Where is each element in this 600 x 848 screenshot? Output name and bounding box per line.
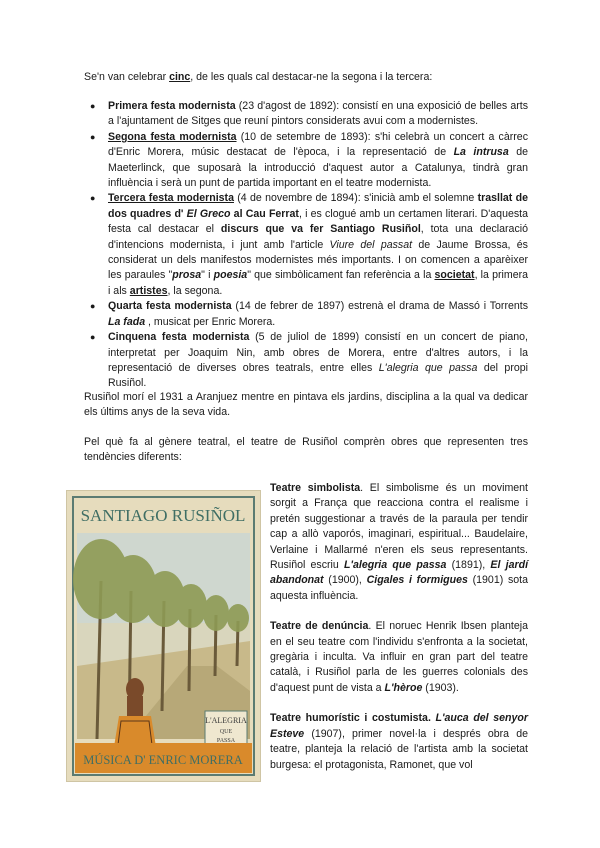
poster-image	[66, 490, 261, 782]
list-item	[84, 330, 528, 392]
festa-bold: discurs que va fer Santiago Rusiñol	[220, 223, 421, 236]
festa-text: (5 de juliol de 1899) consistí en un concert de piano, interpretat per Joaquim Nin, amb obres de Morera, entre d'altres autors, i la representació de diverses obres teatrals, entre elles	[108, 331, 529, 374]
intro-text-end: , de les quals cal destacar-ne la segona i la tercera:	[190, 71, 433, 83]
festa-text: (14 de febrer de 1897) estrenà el drama de Massó i Torrents	[231, 300, 528, 313]
intro-text: Se'n van celebrar	[84, 71, 170, 83]
teatre-text: . El simbolisme és un moviment sorgit a França que reacciona contra el realisme i pretén suggestionar a través de la paraula per tendir cap a allò vaporós, imaginari, espiritual... Baudelaire, Verlaine i Mallarmé n'eren els seus representants. Rusiñol escriu	[270, 482, 528, 572]
list-item	[84, 299, 528, 330]
festa-text: (23 d'agost de 1892): consistí en una exposició de belles arts a l'ajuntament de Sitges que reuní pintors considerats avui com a modernistes.	[108, 100, 529, 128]
bullet-icon: ●	[90, 101, 96, 111]
teatre-text: (1901) sota aquesta influència.	[270, 574, 528, 602]
teatre-work: L'hèroe	[384, 681, 423, 694]
festa-title: Quarta festa modernista	[108, 300, 232, 313]
festa-work: La intrusa	[453, 146, 509, 159]
poster-title-1: L'ALEGRIA	[205, 716, 247, 725]
teatre-text: (1891),	[446, 559, 491, 572]
festa-text: , i es clogué amb un certamen literari. D'aquesta festa cal destacar el	[108, 207, 528, 236]
poster-music: MÚSICA D' ENRIC MORERA	[83, 753, 243, 767]
teatre-heading: Teatre de denúncia	[270, 620, 369, 633]
festa-title: Tercera festa modernista	[108, 192, 234, 205]
teatre-text: . El noruec Henrik Ibsen planteja en el seu teatre com l'individu s'enfronta a la societat, gregària i inculta. Va influir en gran part del teatre català, i Rusiñol parla de les guerres colonials des d'aquest punt de vista a	[270, 620, 529, 694]
festa-underline: artistes	[129, 284, 168, 297]
teatre-work: Cigales i formigues	[366, 574, 468, 587]
teatre-heading: Teatre humorístic i costumista	[270, 712, 428, 725]
festa-title: Segona festa modernista	[108, 130, 237, 143]
bullet-icon: ●	[90, 301, 96, 312]
poster-title-2: QUE	[219, 729, 233, 735]
festa-text: , musicat per Enric Morera.	[145, 315, 276, 328]
festa-italic: Viure del passat	[329, 238, 413, 251]
festa-text: (10 de setembre de 1893): s'hi celebrà un concert a càrrec d'Enric Morera, músic destacat de l'època, i la representació de	[108, 130, 528, 159]
poster-illustration	[67, 491, 260, 781]
paragraph-death: Rusiñol morí el 1931 a Aranjuez mentre en pintava els jardins, disciplina a la qual va dedicar els últims anys de la seva vida.	[84, 391, 528, 419]
teatre-denuncia	[270, 619, 528, 696]
festes-list	[84, 99, 528, 392]
teatre-column	[270, 481, 528, 788]
poster-author: SANTIAGO RUSIÑOL	[80, 506, 246, 525]
teatre-heading: Teatre simbolista	[270, 482, 361, 494]
teatre-work: El jardí abandonat	[270, 559, 529, 587]
list-item	[84, 99, 528, 130]
bullet-icon: ●	[90, 131, 96, 142]
festa-work: La fada	[108, 315, 146, 328]
festa-text: , tota una declaració d'intencions modernista, i junt amb l'article	[108, 223, 528, 251]
list-item	[84, 191, 528, 299]
festa-bold: trasllat de dos quadres d'	[108, 192, 529, 220]
festa-underline: societat	[434, 269, 475, 282]
festa-bold-italic: El Greco	[183, 207, 231, 220]
festa-title: Primera festa modernista	[108, 100, 236, 112]
teatre-work: L'alegria que passa	[344, 559, 447, 572]
intro-sentence	[84, 70, 524, 85]
teatre-text: .	[427, 712, 436, 725]
festa-text: de Jaume Brossa, és considerat un dels manifestos modernistes més importants. I on comencen a aparèixer les paraules "	[108, 238, 528, 282]
festa-text: de Maeterlinck, que suposarà la introducció d'aquest autor a Catalunya, tindrà gran influència i serà un punt de partida important en el teatre modernista.	[108, 146, 528, 190]
bullet-icon: ●	[90, 193, 96, 204]
festa-text: (4 de novembre de 1894): s'inicià amb el solemne	[233, 192, 478, 205]
list-item	[84, 130, 528, 192]
teatre-humoristic	[270, 711, 528, 773]
festa-text: , la segona.	[167, 284, 223, 297]
teatre-simbolista	[270, 481, 528, 604]
intro-cinc: cinc	[169, 71, 191, 83]
teatre-text: (1900),	[323, 574, 367, 587]
festa-text: , la primera i als	[108, 269, 529, 297]
festa-text: del propi Rusiñol.	[108, 361, 528, 390]
festa-title: Cinquena festa modernista	[108, 331, 250, 344]
poster-title-3: PASSA	[216, 738, 236, 744]
paragraph-genre: Pel què fa al gènere teatral, el teatre de Rusiñol comprèn obres que representen tres tendències diferents:	[84, 436, 528, 464]
festa-bold-italic: poesia	[213, 269, 248, 282]
teatre-text: (1903).	[422, 681, 459, 694]
festa-text: " i	[201, 269, 214, 282]
teatre-text: (1907), primer novel·la i després obra de teatre, planteja la relació de l'artista amb la societat burgesa: el protagonista, Ramonet, que vol	[270, 727, 528, 771]
bullet-icon: ●	[90, 332, 96, 343]
festa-text: " que simbòlicament fan referència a la	[247, 269, 435, 282]
festa-work: L'alegria que passa	[378, 361, 478, 374]
festa-bold: al Cau Ferrat	[230, 207, 299, 220]
festa-bold-italic: prosa	[172, 269, 202, 282]
teatre-work: L'auca del senyor Esteve	[270, 712, 529, 740]
